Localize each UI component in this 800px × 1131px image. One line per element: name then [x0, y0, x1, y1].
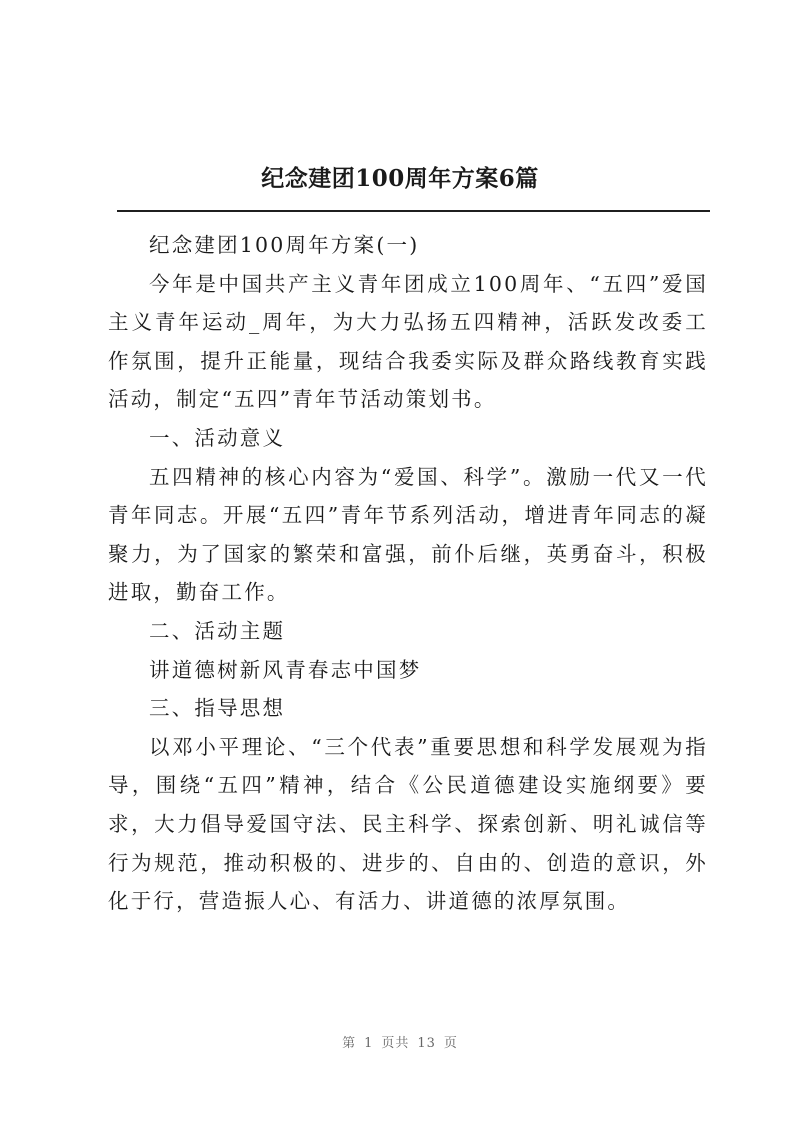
footer-label-of: 页共: [381, 1036, 410, 1051]
total-pages-number: 13: [417, 1036, 436, 1051]
footer-label-page: 第: [342, 1036, 357, 1051]
section-heading: 纪念建团100周年方案(一): [149, 233, 420, 257]
body-paragraph: 以邓小平理论、“三个代表”重要思想和科学发展观为指导，围绕“五四”精神，结合《公民道德建设实施纲要》要求，大力倡导爱国守法、民主科学、探索创新、明礼诚信等行为规范，推动积极的、进步的、自由的、创造的意识，外化于行，营造振人心、有活力、讲道德的浓厚氛围。: [108, 734, 708, 914]
page-footer: [0, 1032, 800, 1051]
body-paragraph: 五四精神的核心内容为“爱国、科学”。激励一代又一代青年同志。开展“五四”青年节系列活动，增进青年同志的凝聚力，为了国家的繁荣和富强，前仆后继，英勇奋斗，积极进取，勤奋工作。: [108, 464, 708, 605]
document-body: [108, 226, 708, 921]
document-title: 纪念建团100周年方案6篇: [261, 165, 539, 192]
title-divider: [117, 210, 710, 212]
section-heading: 二、活动主题: [149, 618, 286, 643]
section-heading: 一、活动意义: [149, 425, 286, 450]
body-paragraph: 讲道德树新风青春志中国梦: [149, 657, 422, 682]
section-heading: 三、指导思想: [149, 696, 286, 721]
body-paragraph: 今年是中国共产主义青年团成立100周年、“五四”爱国主义青年运动_周年，为大力弘扬五四精神，活跃发改委工作氛围，提升正能量，现结合我委实际及群众路线教育实践活动，制定“五四”青年节活动策划书。: [108, 271, 708, 412]
current-page-number: 1: [364, 1036, 374, 1051]
footer-label-pages: 页: [443, 1036, 458, 1051]
